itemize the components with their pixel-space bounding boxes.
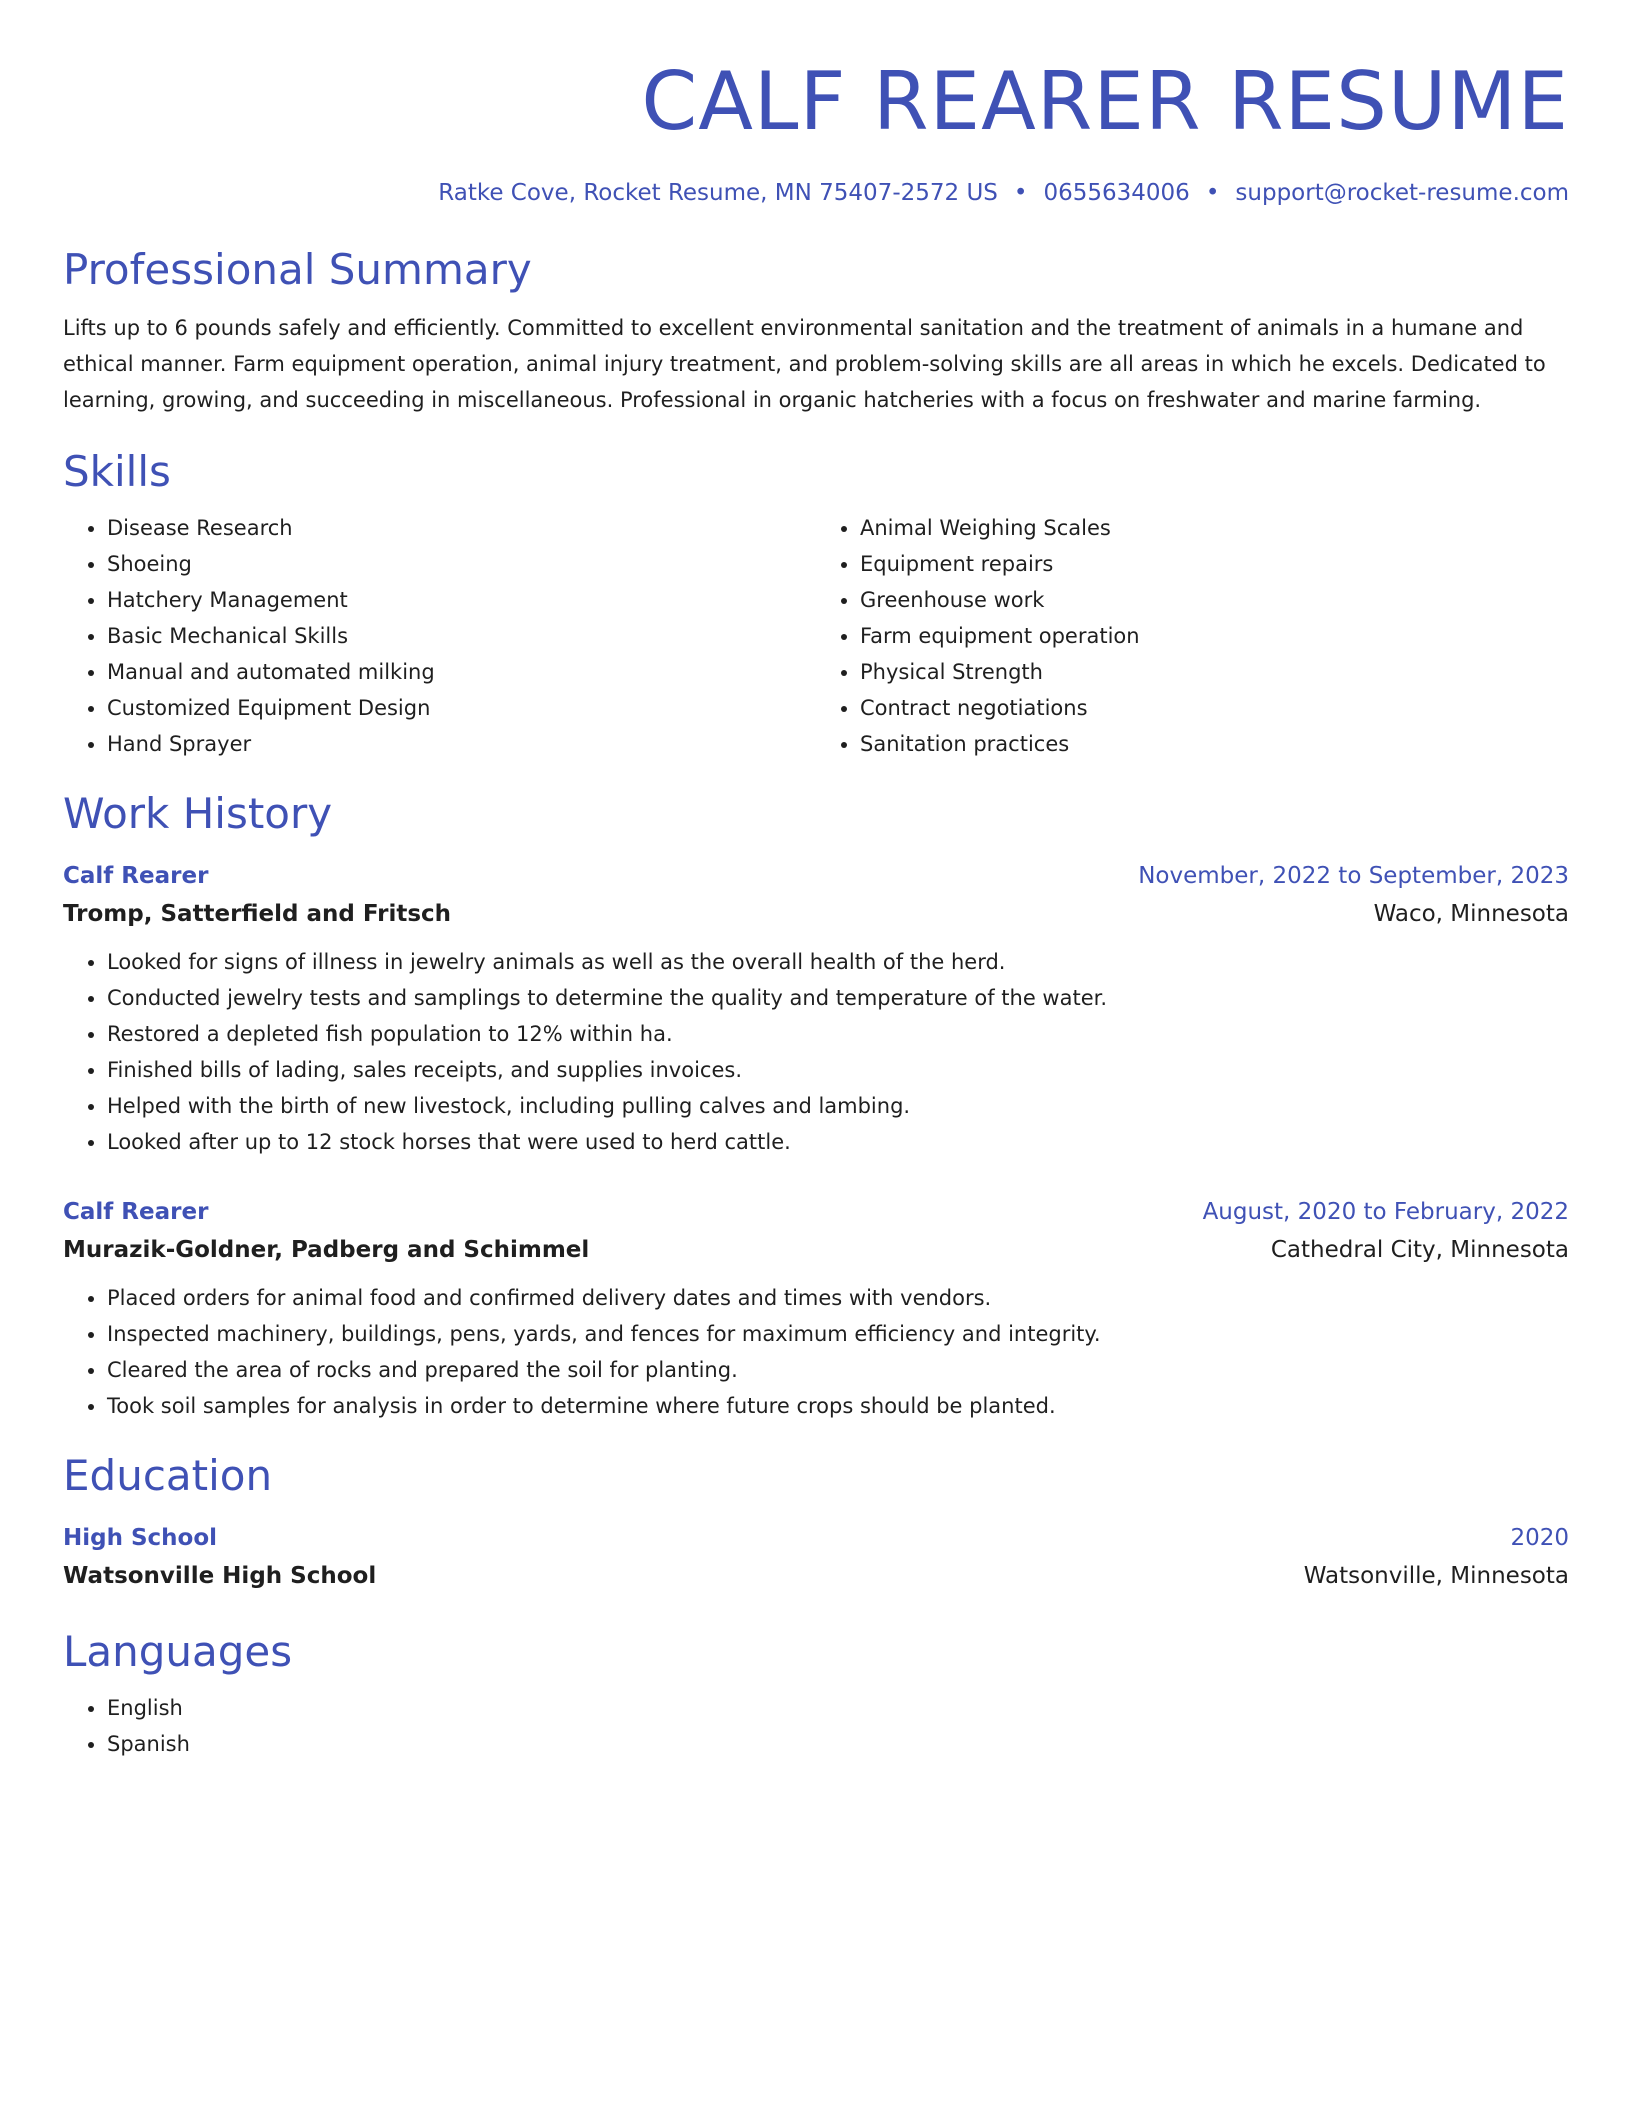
skills-heading: Skills [63,447,171,496]
skill-item: • Customized Equipment Design [107,690,816,726]
job-entry [63,858,1569,1160]
contact-separator: • [1013,180,1028,206]
skills-list-right [816,510,1569,762]
skill-item: • Greenhouse work [860,582,1569,618]
language-item: • English [107,1690,1569,1726]
skill-item: • Shoeing [107,546,816,582]
summary-heading: Professional Summary [63,245,532,294]
language-item: • Spanish [107,1726,1569,1762]
education-school: Watsonville High School [63,1563,377,1589]
languages-heading: Languages [63,1627,293,1676]
skill-item: • Animal Weighing Scales [860,510,1569,546]
job-employer: Murazik-Goldner, Padberg and Schimmel [63,1237,590,1263]
skill-item: • Farm equipment operation [860,618,1569,654]
summary-section [63,244,1569,418]
job-bullet: • Placed orders for animal food and confirmed delivery dates and times with vendors. [107,1280,1569,1316]
job-employer-row [63,894,1569,934]
job-employer: Tromp, Satterfield and Fritsch [63,901,452,927]
skills-grid [63,510,1569,762]
contact-separator: • [1205,180,1220,206]
job-location: Waco, Minnesota [1373,901,1569,927]
job-bullet: • Conducted jewelry tests and samplings to determine the quality and temperature of the water. [107,980,1569,1016]
job-role: Calf Rearer [63,863,209,889]
languages-list [63,1690,1569,1762]
education-school-row [63,1556,1569,1596]
work-history-section [63,788,1569,1424]
job-bullet: • Looked after up to 12 stock horses that were used to herd cattle. [107,1124,1569,1160]
job-bullet: • Restored a depleted fish population to 12% within ha. [107,1016,1569,1052]
skill-item: • Hand Sprayer [107,726,816,762]
contact-line [63,178,1569,208]
education-year: 2020 [1510,1525,1569,1551]
skills-list-left [63,510,816,762]
job-bullet: • Looked for signs of illness in jewelry animals as well as the overall health of the herd. [107,944,1569,980]
resume-title: CALF REARER RESUME [641,55,1569,148]
languages-section [63,1626,1569,1762]
job-dates: November, 2022 to September, 2023 [1138,863,1569,889]
summary-text: Lifts up to 6 pounds safely and efficiently. Committed to excellent environmental sanitation and the treatment of animals in a humane and ethical manner. Farm equipment operation, animal injury treatment, and problem-solving skills are all areas in which he excels. Dedicated to learning, growing, and succeeding in miscellaneous. Professional in organic hatcheries with a focus on freshwater and marine farming. [63,316,1546,412]
skill-item: • Physical Strength [860,654,1569,690]
education-degree: High School [63,1525,218,1551]
resume-header [63,0,1569,208]
skill-item: • Equipment repairs [860,546,1569,582]
job-bullets [63,944,1569,1160]
education-location: Watsonville, Minnesota [1303,1563,1569,1589]
skill-item: • Hatchery Management [107,582,816,618]
education-degree-row [63,1520,1569,1556]
skill-item: • Manual and automated milking [107,654,816,690]
skill-item: • Contract negotiations [860,690,1569,726]
work-history-heading: Work History [63,789,333,838]
contact-phone: 0655634006 [1043,180,1190,206]
job-bullet: • Took soil samples for analysis in order to determine where future crops should be planted. [107,1388,1569,1424]
education-heading: Education [63,1451,273,1500]
job-bullet: • Helped with the birth of new livestock, including pulling calves and lambing. [107,1088,1569,1124]
education-entry [63,1520,1569,1596]
contact-email: support@rocket-resume.com [1235,180,1569,206]
job-location: Cathedral City, Minnesota [1270,1237,1569,1263]
skill-item: • Basic Mechanical Skills [107,618,816,654]
skill-item: • Disease Research [107,510,816,546]
job-entry [63,1194,1569,1424]
job-dates: August, 2020 to February, 2022 [1202,1199,1569,1225]
skill-item: • Sanitation practices [860,726,1569,762]
job-employer-row [63,1230,1569,1270]
job-bullet: • Cleared the area of rocks and prepared the soil for planting. [107,1352,1569,1388]
skills-section [63,446,1569,762]
job-title-row [63,858,1569,894]
education-section [63,1450,1569,1596]
job-role: Calf Rearer [63,1199,209,1225]
job-bullet: • Inspected machinery, buildings, pens, yards, and fences for maximum efficiency and integrity. [107,1316,1569,1352]
job-bullets [63,1280,1569,1424]
contact-address: Ratke Cove, Rocket Resume, MN 75407-2572 US [438,180,998,206]
job-bullet: • Finished bills of lading, sales receipts, and supplies invoices. [107,1052,1569,1088]
job-title-row [63,1194,1569,1230]
